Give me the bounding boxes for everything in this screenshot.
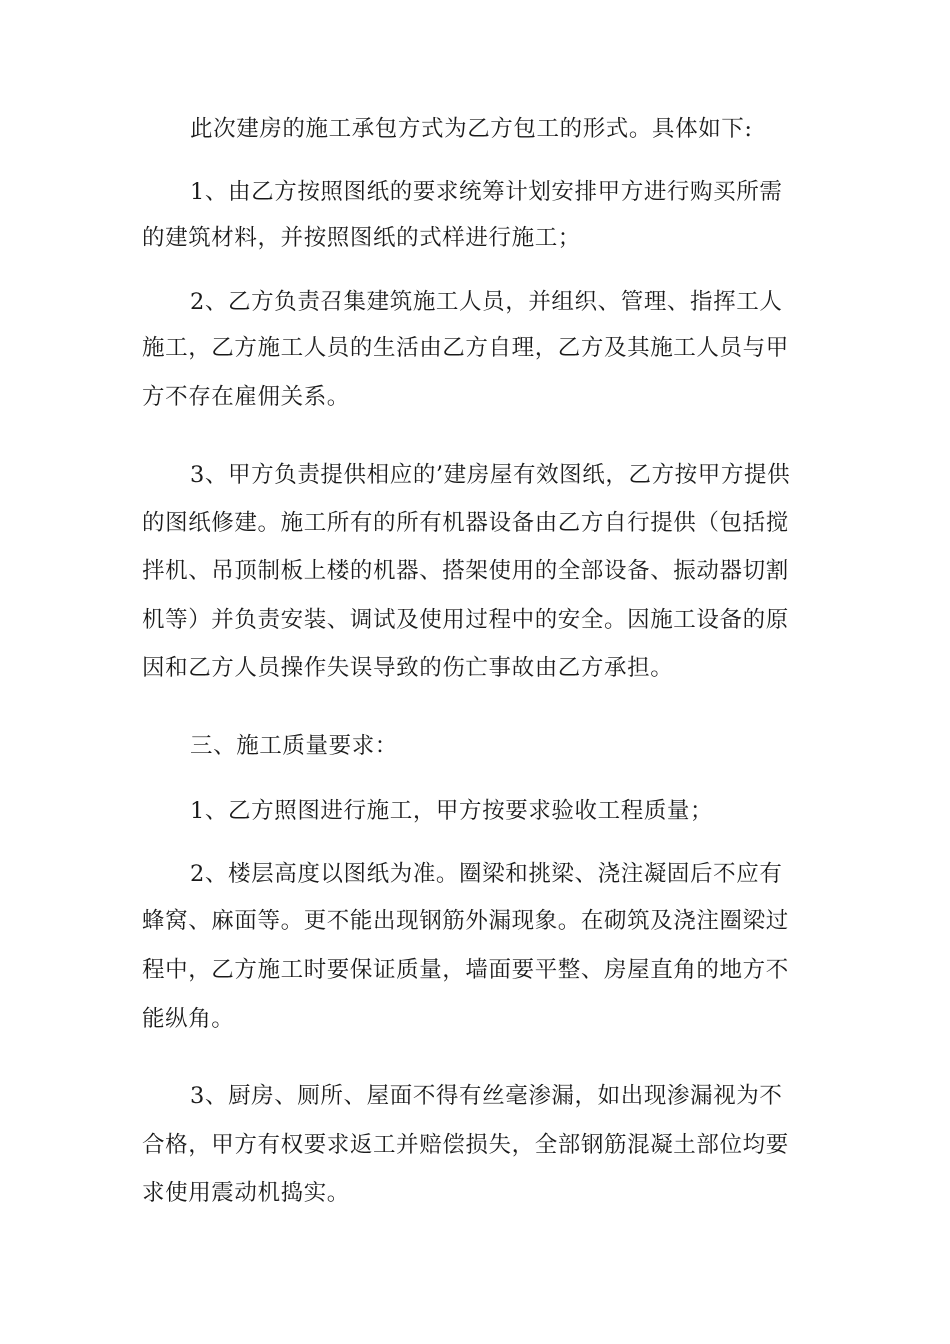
clause-2-line-3: 方不存在雇佣关系。 [142, 384, 350, 410]
clause-3-line-5: 因和乙方人员操作失误导致的伤亡事故由乙方承担。 [142, 655, 674, 681]
section-3-heading: 三、施工质量要求： [190, 733, 398, 759]
quality-clause-2-line-2: 蜂窝、麻面等。更不能出现钢筋外漏现象。在砌筑及浇注圈梁过 [142, 908, 789, 934]
clause-2-line-2: 施工，乙方施工人员的生活由乙方自理，乙方及其施工人员与甲 [142, 335, 789, 361]
quality-clause-1-line-1: 1、乙方照图进行施工，甲方按要求验收工程质量； [190, 798, 714, 824]
clause-3-line-3: 拌机、吊顶制板上楼的机器、搭架使用的全部设备、振动器切割 [142, 558, 789, 584]
quality-clause-2-line-1: 2、楼层高度以图纸为准。圈梁和挑梁、浇注凝固后不应有 [190, 861, 783, 887]
clause-3-line-1: 3、甲方负责提供相应的’建房屋有效图纸，乙方按甲方提供 [190, 462, 791, 488]
quality-clause-3-line-2: 合格，甲方有权要求返工并赔偿损失，全部钢筋混凝土部位均要 [142, 1132, 789, 1158]
clause-3-line-2: 的图纸修建。施工所有的所有机器设备由乙方自行提供（包括搅 [142, 510, 789, 536]
quality-clause-2-line-3: 程中，乙方施工时要保证质量，墙面要平整、房屋直角的地方不 [142, 957, 789, 983]
clause-2-line-1: 2、乙方负责召集建筑施工人员，并组织、管理、指挥工人 [190, 289, 783, 315]
paragraph-intro-line-1: 此次建房的施工承包方式为乙方包工的形式。具体如下: [190, 116, 753, 142]
clause-3-line-4: 机等）并负责安装、调试及使用过程中的安全。因施工设备的原 [142, 607, 789, 633]
quality-clause-3-line-1: 3、厨房、厕所、屋面不得有丝毫渗漏，如出现渗漏视为不 [190, 1083, 783, 1109]
quality-clause-3-line-3: 求使用震动机捣实。 [142, 1180, 350, 1206]
quality-clause-2-line-4: 能纵角。 [142, 1006, 235, 1032]
clause-1-line-1: 1、由乙方按照图纸的要求统筹计划安排甲方进行购买所需 [190, 179, 783, 205]
clause-1-line-2: 的建筑材料，并按照图纸的式样进行施工； [142, 225, 581, 251]
